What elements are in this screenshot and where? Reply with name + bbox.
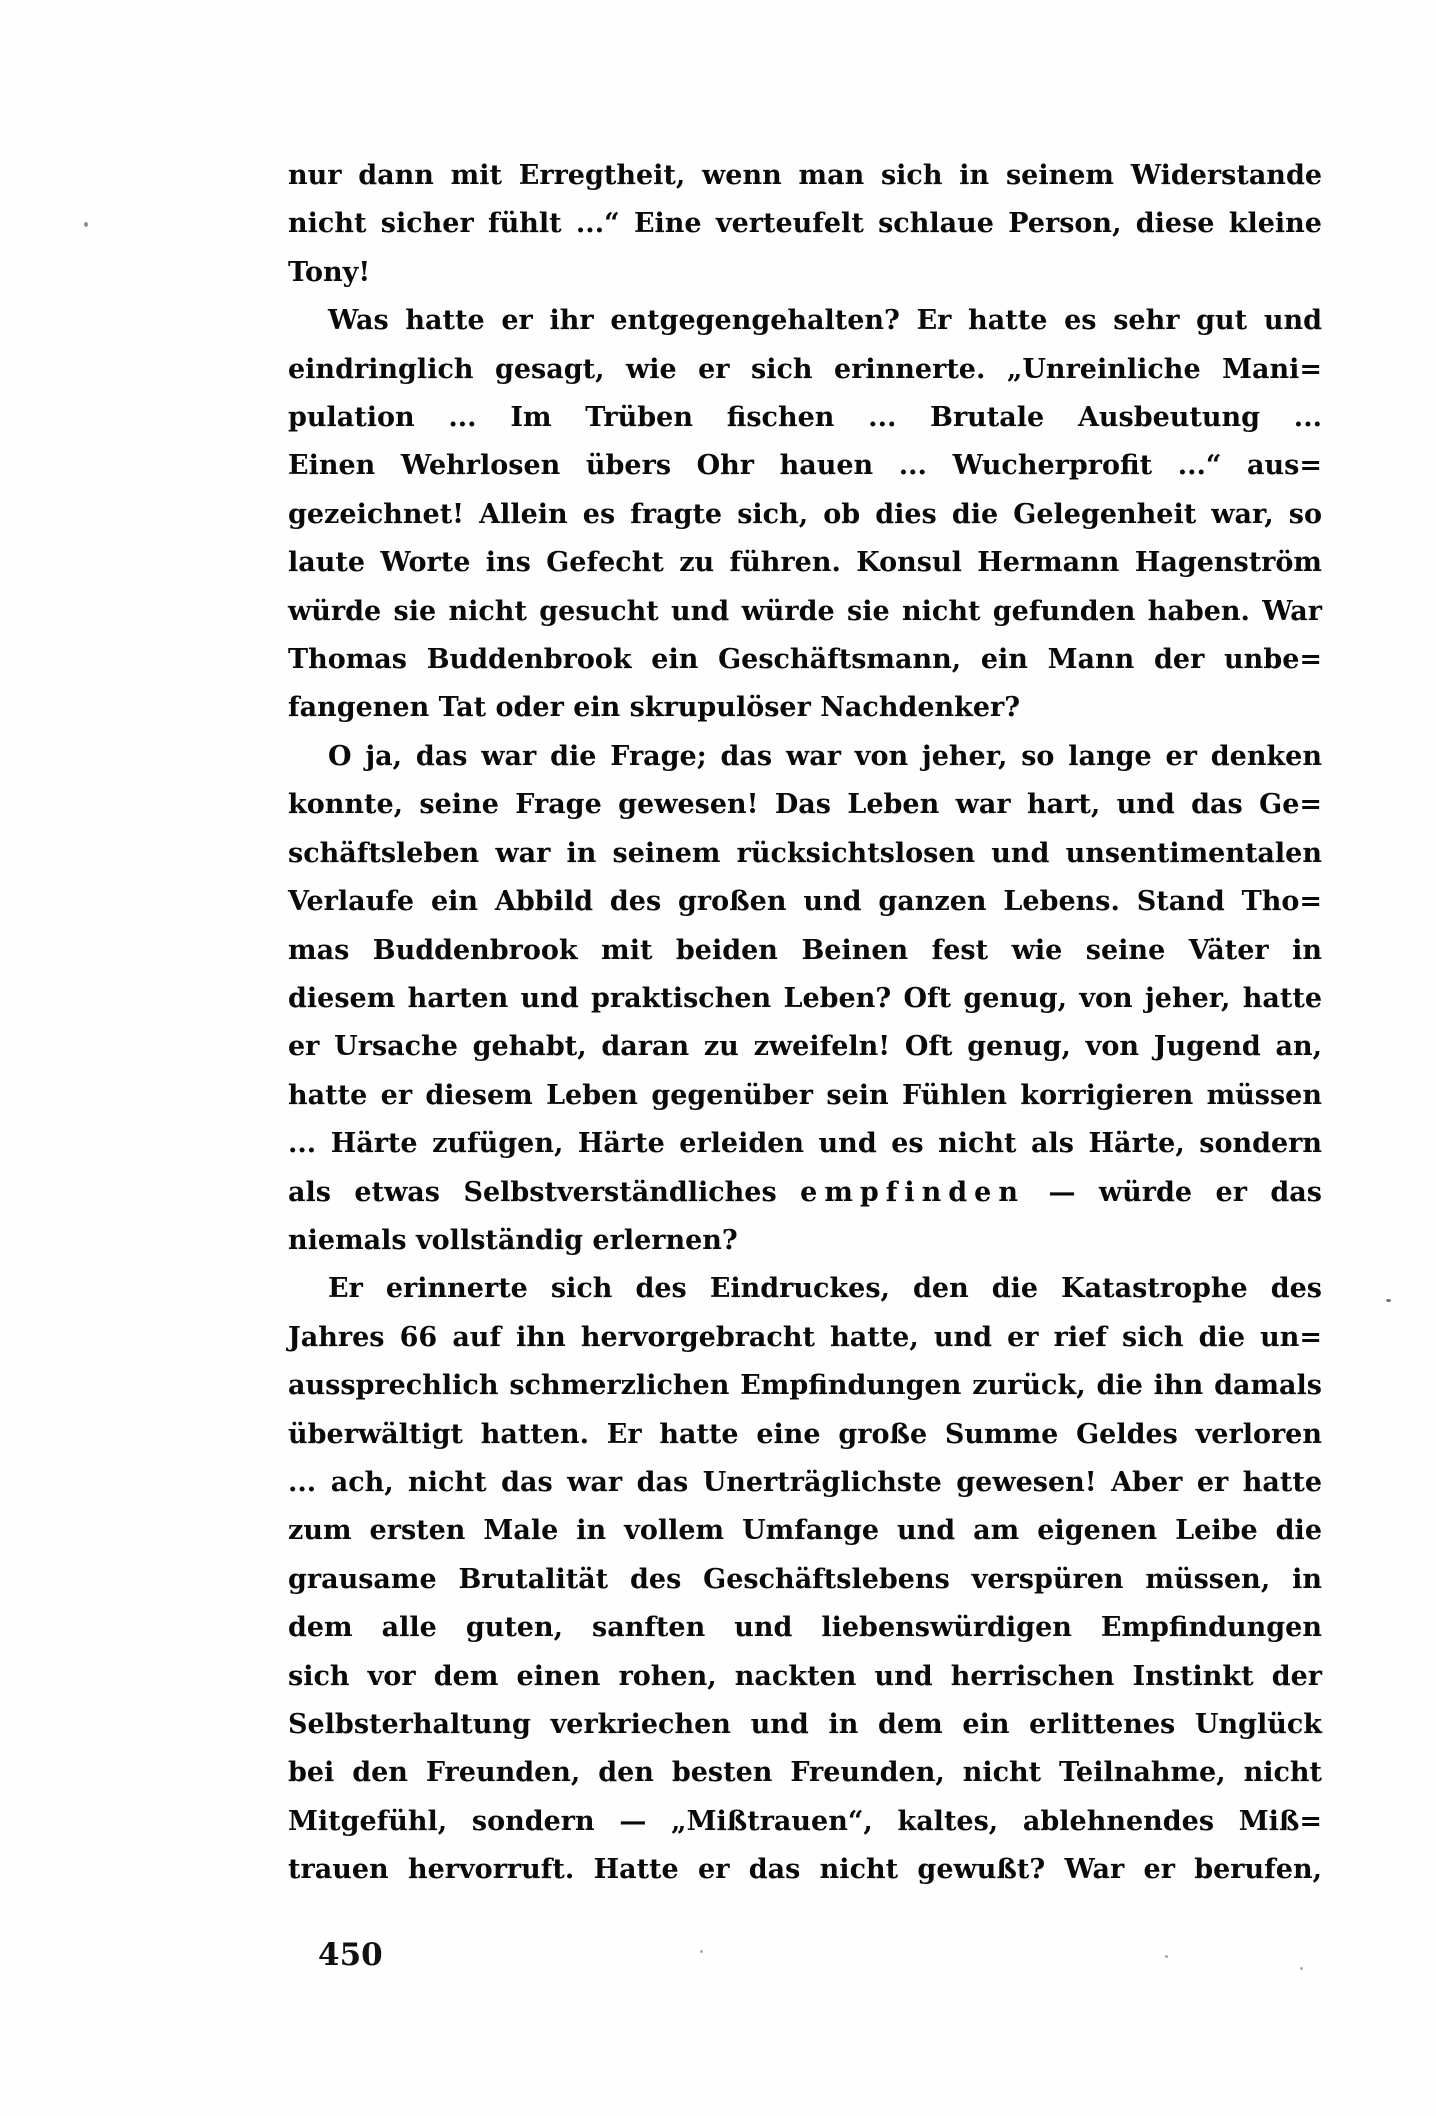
text-line: Mitgefühl, sondern — „Mißtrauen“, kaltes, ablehnendes Miß= [288, 1805, 1322, 1837]
paragraph [288, 297, 1322, 733]
text-line: dem alle guten, sanften und liebenswürdigen Empfindungen [288, 1612, 1322, 1644]
page-number: 450 [318, 1937, 383, 1973]
scan-speck [700, 1950, 703, 1953]
letterspaced-word: empfinden [800, 1176, 1025, 1208]
text-line: O ja, das war die Frage; das war von jeher, so lange er denken [328, 740, 1322, 772]
text-block [288, 152, 1322, 1895]
text-line: bei den Freunden, den besten Freunden, nicht Teilnahme, nicht [288, 1757, 1322, 1789]
text-line: Jahres 66 auf ihn hervorgebracht hatte, und er rief sich die un= [288, 1321, 1322, 1353]
text-line: Thomas Buddenbrook ein Geschäftsmann, ein Mann der unbe= [288, 644, 1322, 676]
scan-speck [1386, 1299, 1391, 1302]
scan-speck [1300, 1967, 1303, 1970]
text-line: Einen Wehrlosen übers Ohr hauen ... Wucherprofit ...“ aus= [288, 450, 1322, 482]
text-line: pulation ... Im Trüben fischen ... Brutale Ausbeutung ... [288, 402, 1322, 434]
text-line: Verlaufe ein Abbild des großen und ganzen Lebens. Stand Tho= [288, 886, 1322, 918]
text-line: mas Buddenbrook mit beiden Beinen fest wie seine Väter in [288, 934, 1322, 966]
text-line: trauen hervorruft. Hatte er das nicht gewußt? War er berufen, [288, 1854, 1322, 1886]
paragraph [288, 1265, 1322, 1894]
text-line: hatte er diesem Leben gegenüber sein Fühlen korrigieren müssen [288, 1079, 1322, 1111]
text-line: würde sie nicht gesucht und würde sie nicht gefunden haben. War [288, 595, 1322, 627]
scan-speck [1165, 1955, 1168, 1958]
scan-speck [84, 222, 88, 227]
paragraph [288, 152, 1322, 297]
text-line: schäftsleben war in seinem rücksichtslosen und unsentimentalen [288, 837, 1322, 869]
text-line: ... Härte zufügen, Härte erleiden und es nicht als Härte, sondern [288, 1128, 1322, 1160]
text-line: er Ursache gehabt, daran zu zweifeln! Oft genug, von Jugend an, [288, 1031, 1322, 1063]
text-line: aussprechlich schmerzlichen Empfindungen zurück, die ihn damals [288, 1370, 1322, 1402]
text-line: gezeichnet! Allein es fragte sich, ob dies die Gelegenheit war, so [288, 498, 1322, 530]
text-line: fangenen Tat oder ein skrupulöser Nachdenker? [288, 692, 1021, 724]
text-line: als etwas Selbstverständliches empfinden — würde er das [288, 1176, 1323, 1208]
text-line: konnte, seine Frage gewesen! Das Leben war hart, und das Ge= [288, 789, 1322, 821]
paragraph [288, 733, 1322, 1265]
text-line: Er erinnerte sich des Eindruckes, den die Katastrophe des [328, 1273, 1322, 1305]
text-line: überwältigt hatten. Er hatte eine große Summe Geldes verloren [288, 1418, 1322, 1450]
text-line: Was hatte er ihr entgegengehalten? Er hatte es sehr gut und [328, 305, 1322, 337]
text-line: grausame Brutalität des Geschäftslebens verspüren müssen, in [288, 1563, 1322, 1595]
text-line: diesem harten und praktischen Leben? Oft genug, von jeher, hatte [288, 982, 1322, 1014]
text-line: ... ach, nicht das war das Unerträglichste gewesen! Aber er hatte [288, 1466, 1322, 1498]
text-line: nur dann mit Erregtheit, wenn man sich in seinem Widerstande [288, 160, 1322, 191]
text-line: eindringlich gesagt, wie er sich erinnerte. „Unreinliche Mani= [288, 353, 1322, 385]
text-line: laute Worte ins Gefecht zu führen. Konsul Hermann Hagenström [288, 547, 1322, 579]
text-line: nicht sicher fühlt ...“ Eine verteufelt schlaue Person, diese kleine [288, 208, 1322, 240]
text-line: sich vor dem einen rohen, nackten und herrischen Instinkt der [288, 1660, 1322, 1692]
text-line: Selbsterhaltung verkriechen und in dem ein erlittenes Unglück [288, 1709, 1322, 1740]
text-line: Tony! [288, 256, 371, 288]
text-line: niemals vollständig erlernen? [288, 1224, 738, 1256]
text-line: zum ersten Male in vollem Umfange und am eigenen Leibe die [288, 1515, 1322, 1547]
